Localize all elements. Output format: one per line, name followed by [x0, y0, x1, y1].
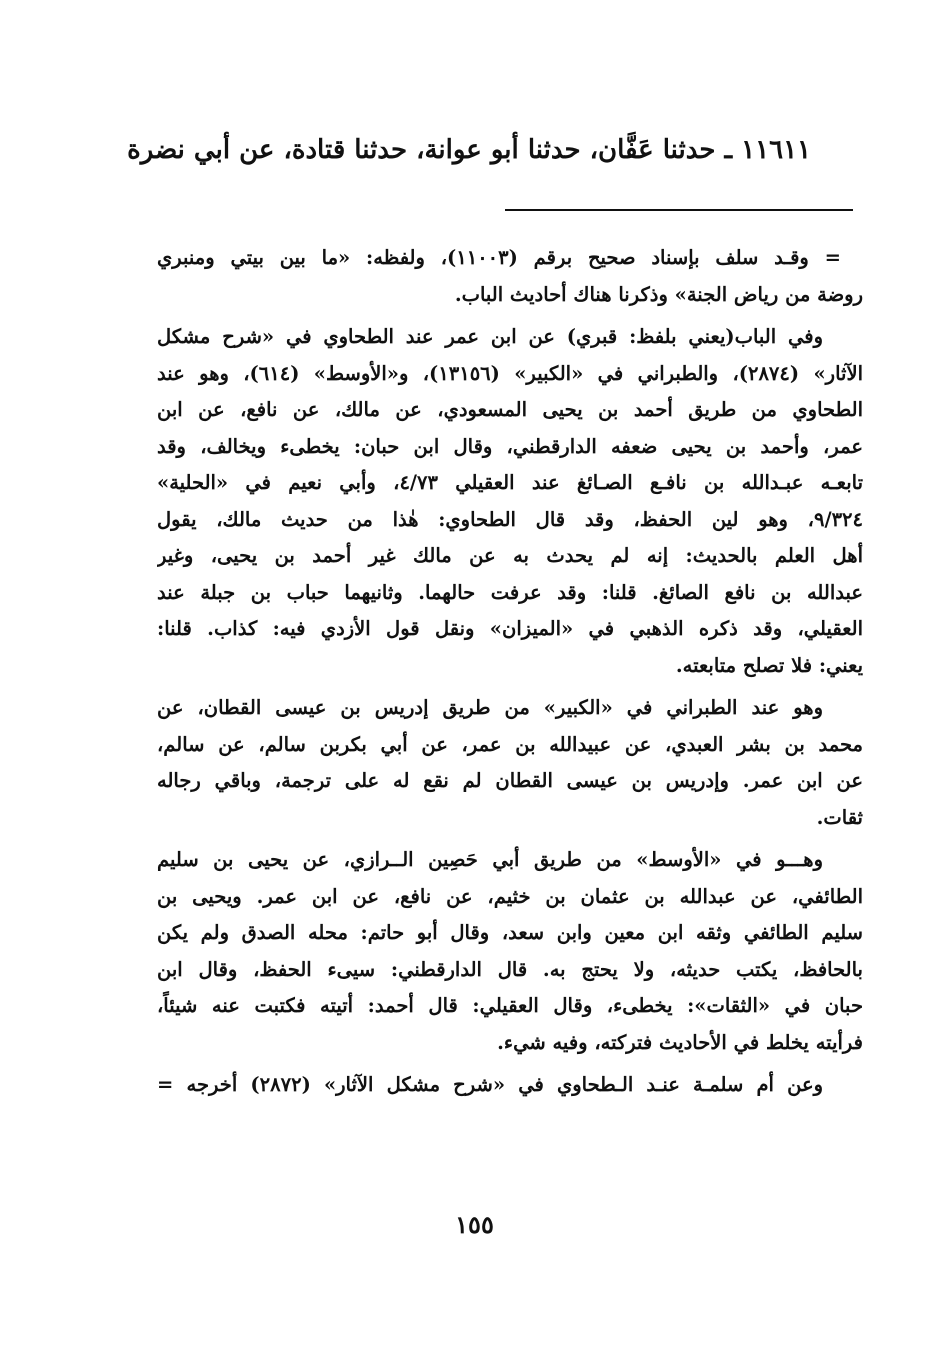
footnote-line: فرأيته يخلط في الأحاديث فتركته، وفيه شيء. — [497, 1030, 863, 1054]
footnote-line: وعن أم سلمـة عنـد الـطحاوي في «شرح مشكل الآثار» (٢٨٧٢) أخرجه = — [157, 1073, 824, 1096]
footnote-line: العقيلي، وقد ذكره الذهبي في «الميزان» ونقل قول الأزدي فيه: كذاب. قلنا: — [157, 617, 863, 640]
footnote-line: ٩/٣٢٤، وهو لين الحفظ، وقد قال الطحاوي: هٰذا من حديث مالك، يقول — [157, 507, 863, 531]
footnote-line: محمد بن بشر العبدي، عن عبيدالله بن عمر، عن أبي بكربن سالم، عن سالم، — [157, 732, 863, 756]
footnote-line: الآثار» (٢٨٧٤)، والطبراني في «الكبير» (١٣١٥٦)، و«الأوسط» (٦١٤)، وهو عند — [157, 361, 863, 385]
footnote-line: سليم الطائفي وثقه ابن معين وابن سعد، وقال أبو حاتم: محله الصدق ولم يكن — [157, 921, 863, 944]
footnote-line: عمر، وأحمد بن يحيى ضعفه الدارقطني، وقال ابن حبان: يخطىء ويخالف، وقد — [157, 434, 863, 458]
footnote-line: = وقـد سلف بإسناد صحيح برقم (١١٠٠٣)، ولفظه: «ما بين بيتي ومنبري — [157, 246, 841, 269]
footnote-line: يعني: فلا تصلح متابعته. — [675, 653, 863, 677]
footnote-line: وهـــو في «الأوسط» من طريق أبي حَصِين الــرازي، عن يحيى بن سليم — [157, 848, 823, 871]
page-number: ١٥٥ — [455, 1210, 494, 1239]
footnote-line: بالحافظ، يكتب حديثه، ولا يحتج به. قال الدارقطني: سيىء الحفظ، وقال ابن — [157, 957, 863, 981]
footnote-line: عن ابن عمر. وإدريس بن عيسى القطان لم نقع له على ترجمة، وباقي رجاله — [157, 769, 863, 792]
footnote-line: وفي الباب(يعني بلفظ: قبري) عن ابن عمر عند الطحاوي في «شرح مشكل — [157, 325, 823, 348]
footnote-line: أهل العلم بالحديث: إنه لم يحدث به عن مالك غير أحمد بن يحيى، وغير — [157, 544, 863, 567]
footnote-line: الطحاوي من طريق أحمد بن يحيى المسعودي، عن مالك، عن نافع، عن ابن — [157, 398, 863, 421]
footnote-line: وهو عند الطبراني في «الكبير» من طريق إدريس بن عيسى القطان، عن — [157, 696, 823, 719]
footnote-line: الطائفي، عن عبدالله بن عثمان بن خثيم، عن نافع، عن ابن عمر. ويحيى بن — [157, 884, 863, 908]
footnote-separator — [505, 209, 853, 211]
footnote-line: تابعـه عبـدالله بن نافـع الصـائغ عند العقيلي ٤/٧٣، وأبي نعيم في «الحلية» — [157, 471, 863, 494]
footnotes — [157, 240, 863, 1104]
footnote-line: حبان في «الثقات»: يخطىء، وقال العقيلي: قال أحمد: أتيته فكتبت عنه شيئاً، — [157, 994, 863, 1017]
footnote-line: ثقات. — [816, 805, 863, 829]
hadith-text: ١١٦١١ ـ حدثنا عَفَّان، حدثنا أبو عوانة، حدثنا قتادة، عن أبي نضرة — [127, 135, 811, 165]
footnote-line: روضة من رياض الجنة» وذكرنا هناك أحاديث الباب. — [454, 282, 863, 306]
footnote-line: عبدالله بن نافع الصائغ. قلنا: وقد عرفت حالهما. وثانيهما حباب بن جبلة عند — [157, 580, 863, 604]
